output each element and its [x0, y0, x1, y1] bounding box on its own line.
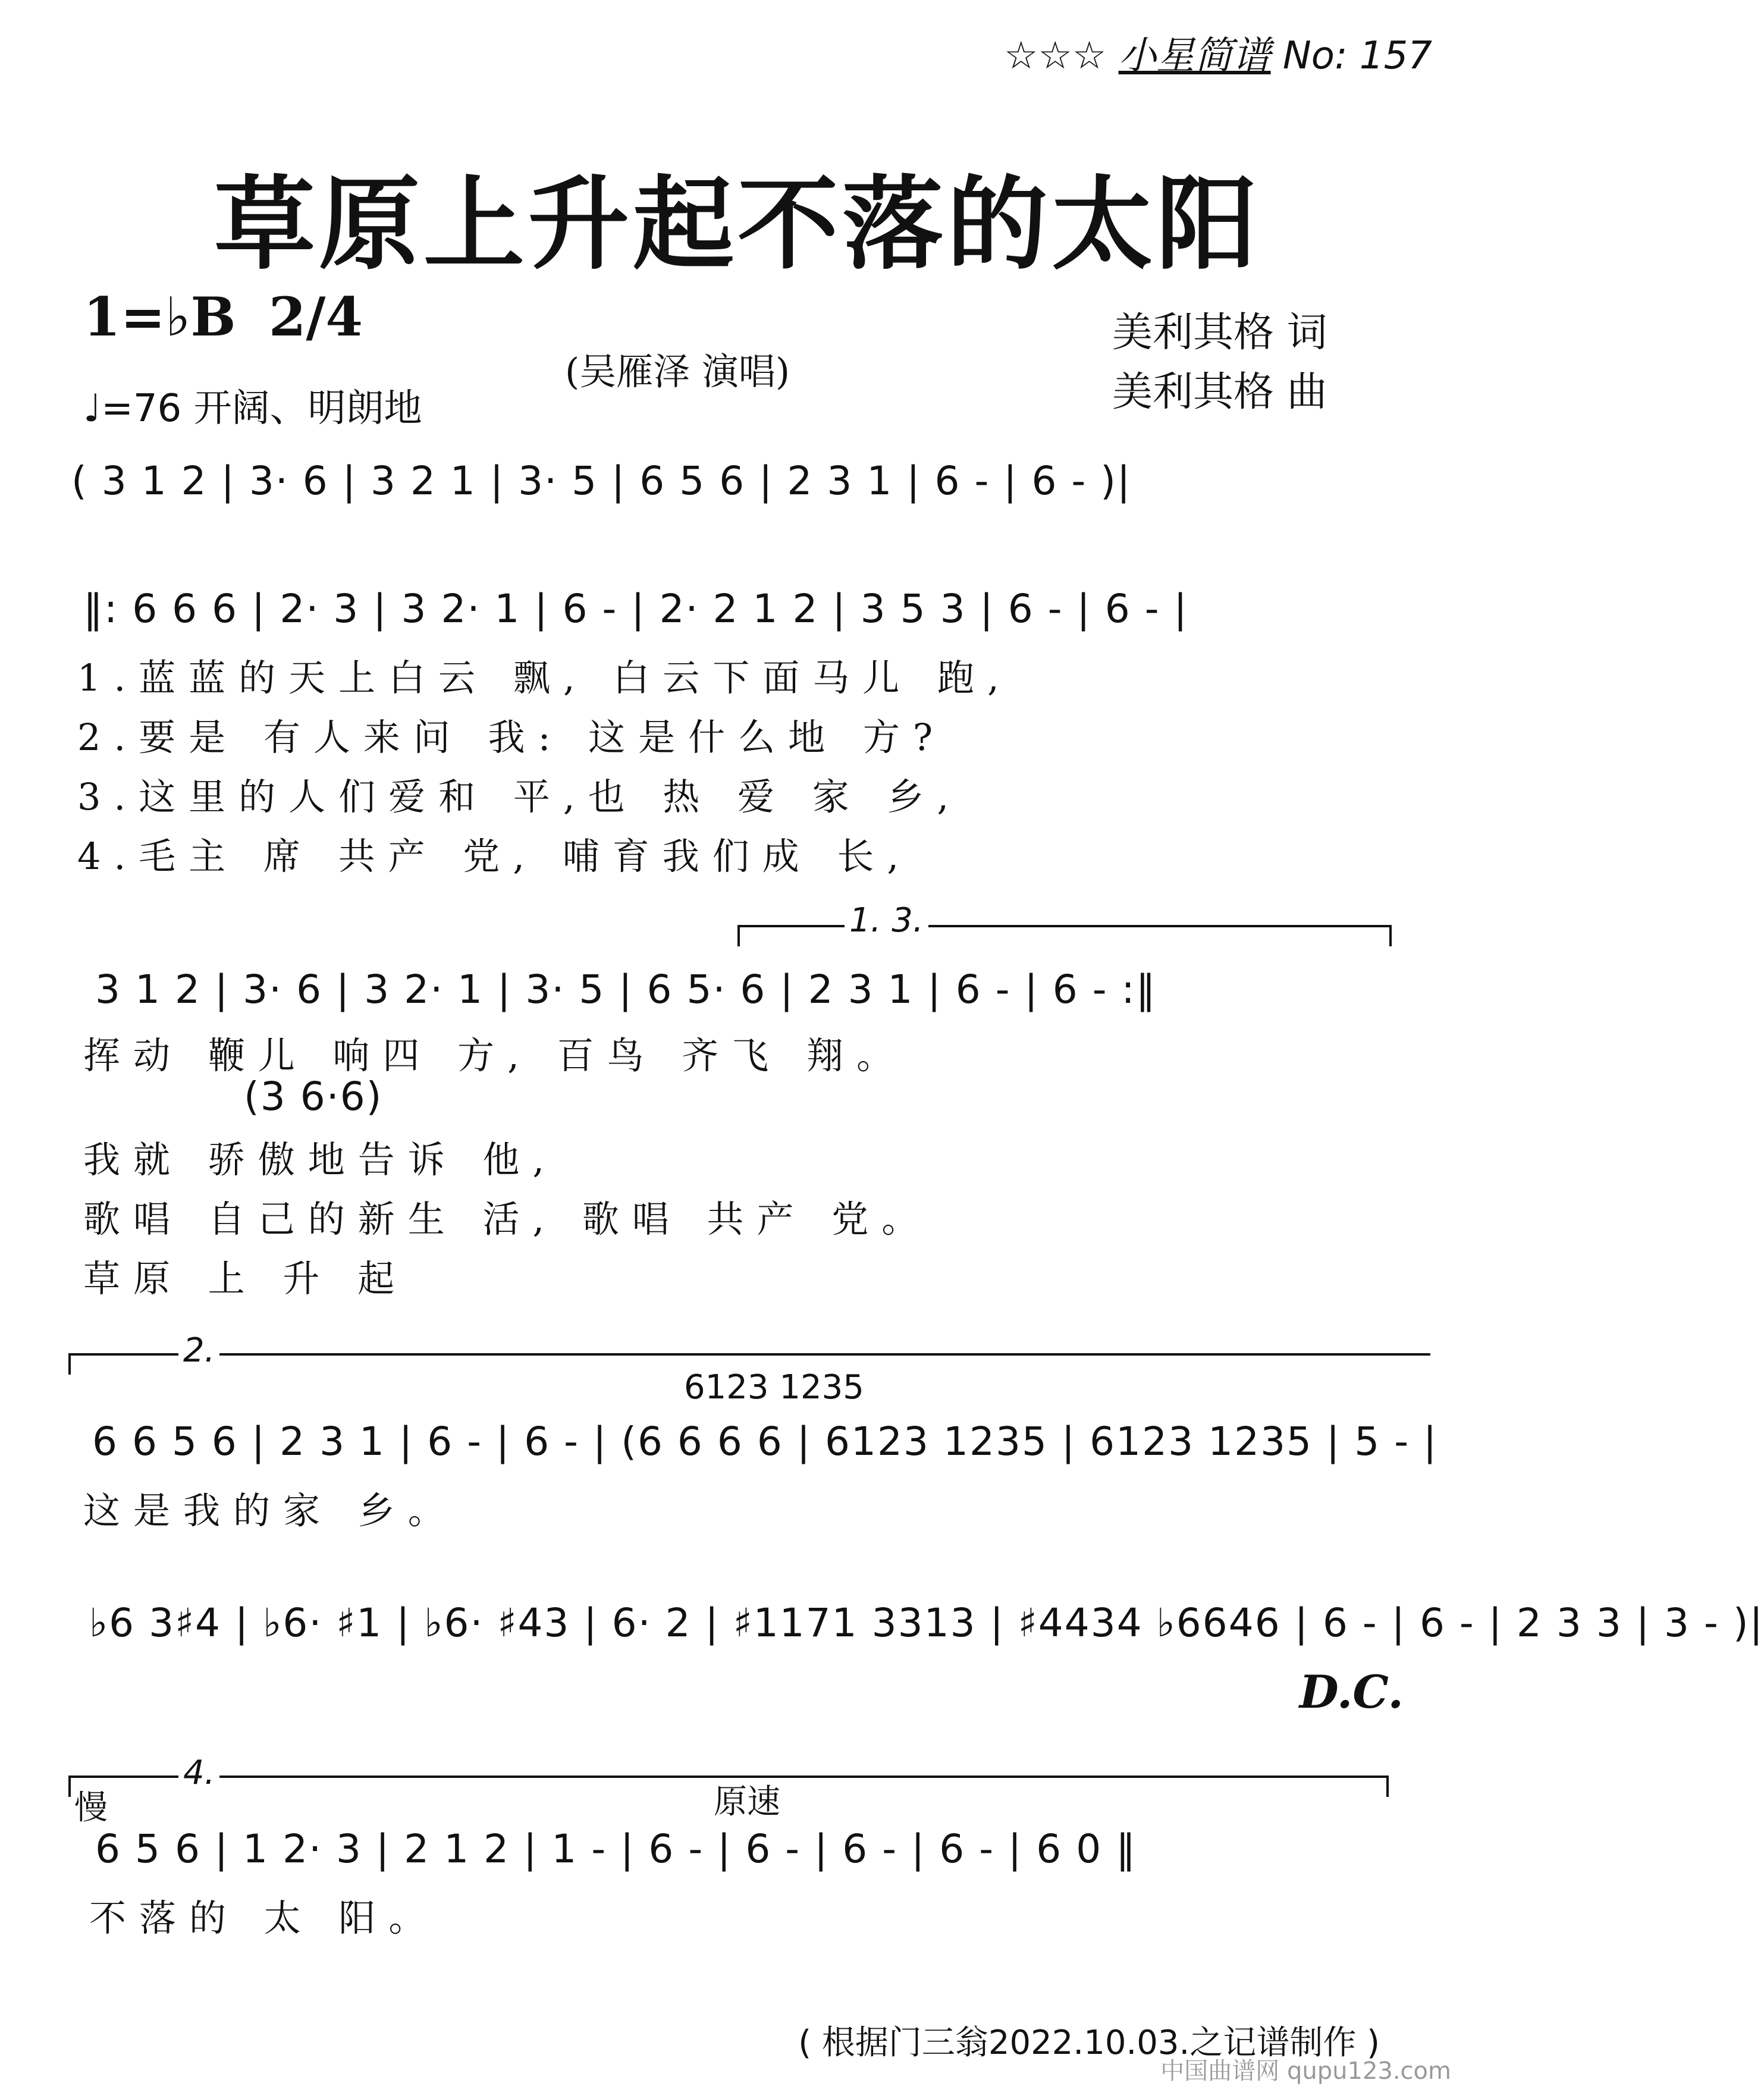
rating-stars: ☆☆☆ [1004, 34, 1107, 78]
lyric-line: 这是我的家 乡。 [83, 1489, 458, 1532]
tempo-slow: 慢 [74, 1789, 108, 1827]
lyric-line: 2.要是 有人来问 我: 这是什么地 方? [77, 716, 946, 759]
volta-bracket [68, 1353, 1430, 1356]
lyric-line: 3.这里的人们爱和 平,也 热 爱 家 乡, [77, 775, 962, 818]
singer-credit: (吴雁泽 演唱) [565, 350, 790, 393]
volta-label: 2. [178, 1331, 219, 1370]
ending-notes: 6 5 6 | 1 2· 3 | 2 1 2 | 1 - | 6 - | 6 - | 6 - | 6 - | 6 0 ‖ [95, 1826, 1137, 1872]
site-watermark: 中国曲谱网 qupu123.com [1160, 2057, 1451, 2085]
volta-label: 4. [178, 1754, 219, 1792]
volta-hook [68, 1353, 71, 1375]
verse-notes-3: 6 6 5 6 | 2 3 1 | 6 - | 6 - | (6 6 6 6 | 6123 1235 | 6123 1235 | 5 - | [92, 1419, 1438, 1464]
time-signature: 2/4 [268, 286, 363, 349]
lyricist-credit: 美利其格 词 [1112, 309, 1327, 356]
lyric-line: 歌唱 自己的新生 活, 歌唱 共产 党。 [83, 1197, 932, 1241]
lyric-line: 不落的 太 阳。 [89, 1896, 439, 1940]
lyric-line: 4.毛主 席 共产 党, 哺育我们成 长, [77, 835, 912, 878]
volta-hook [737, 925, 740, 946]
volta-hook [1389, 925, 1392, 946]
intro-notes: ( 3 1 2 | 3· 6 | 3 2 1 | 3· 5 | 6 5 6 | 2 3 1 | 6 - | 6 - )| [71, 458, 1132, 504]
header-badge [1004, 25, 1432, 80]
lyric-line: 1.蓝蓝的天上白云 飘, 白云下面马儿 跑, [77, 656, 1012, 699]
volta-hook [1386, 1776, 1389, 1797]
volta-label: 1. 3. [845, 901, 928, 940]
key-signature [83, 286, 363, 349]
grace-notes: 6123 1235 [684, 1368, 864, 1407]
interlude-notes: ♭6 3♯4 | ♭6· ♯1 | ♭6· ♯43 | 6· 2 | ♯1171 3313 | ♯4434 ♭6646 | 6 - | 6 - | 2 3 3 | 3 - )| [89, 1600, 1764, 1646]
song-title: 草原上升起不落的太阳 [214, 165, 1261, 284]
volta-hook [68, 1776, 71, 1797]
composer-credit: 美利其格 曲 [1112, 369, 1327, 416]
tempo-marking: ♩=76 开阔、明朗地 [83, 387, 422, 431]
verse-notes-2: 3 1 2 | 3· 6 | 3 2· 1 | 3· 5 | 6 5· 6 | 2 3 1 | 6 - | 6 - :‖ [95, 967, 1157, 1012]
lyric-line: 草原 上 升 起 [83, 1257, 408, 1300]
footer-note: ( 根据门三翁2022.10.03.之记谱制作 ) [798, 2024, 1380, 2062]
brand-link[interactable]: 小星简谱 [1118, 34, 1271, 78]
score-number: No: 157 [1282, 34, 1432, 78]
lyric-line: 挥动 鞭儿 响四 方, 百鸟 齐飞 翔。 [83, 1034, 906, 1077]
volta-bracket [737, 925, 1392, 927]
da-capo-mark: D.C. [1299, 1665, 1404, 1718]
tempo-resume: 原速 [714, 1783, 780, 1821]
alt-notes: (3 6·6) [244, 1074, 383, 1119]
verse-notes-1: ‖: 6 6 6 | 2· 3 | 3 2· 1 | 6 - | 2· 2 1 2 | 3 5 3 | 6 - | 6 - | [83, 586, 1188, 632]
lyric-line: 我就 骄傲地告诉 他, [83, 1138, 558, 1181]
key-label: 1=♭B [83, 286, 236, 349]
